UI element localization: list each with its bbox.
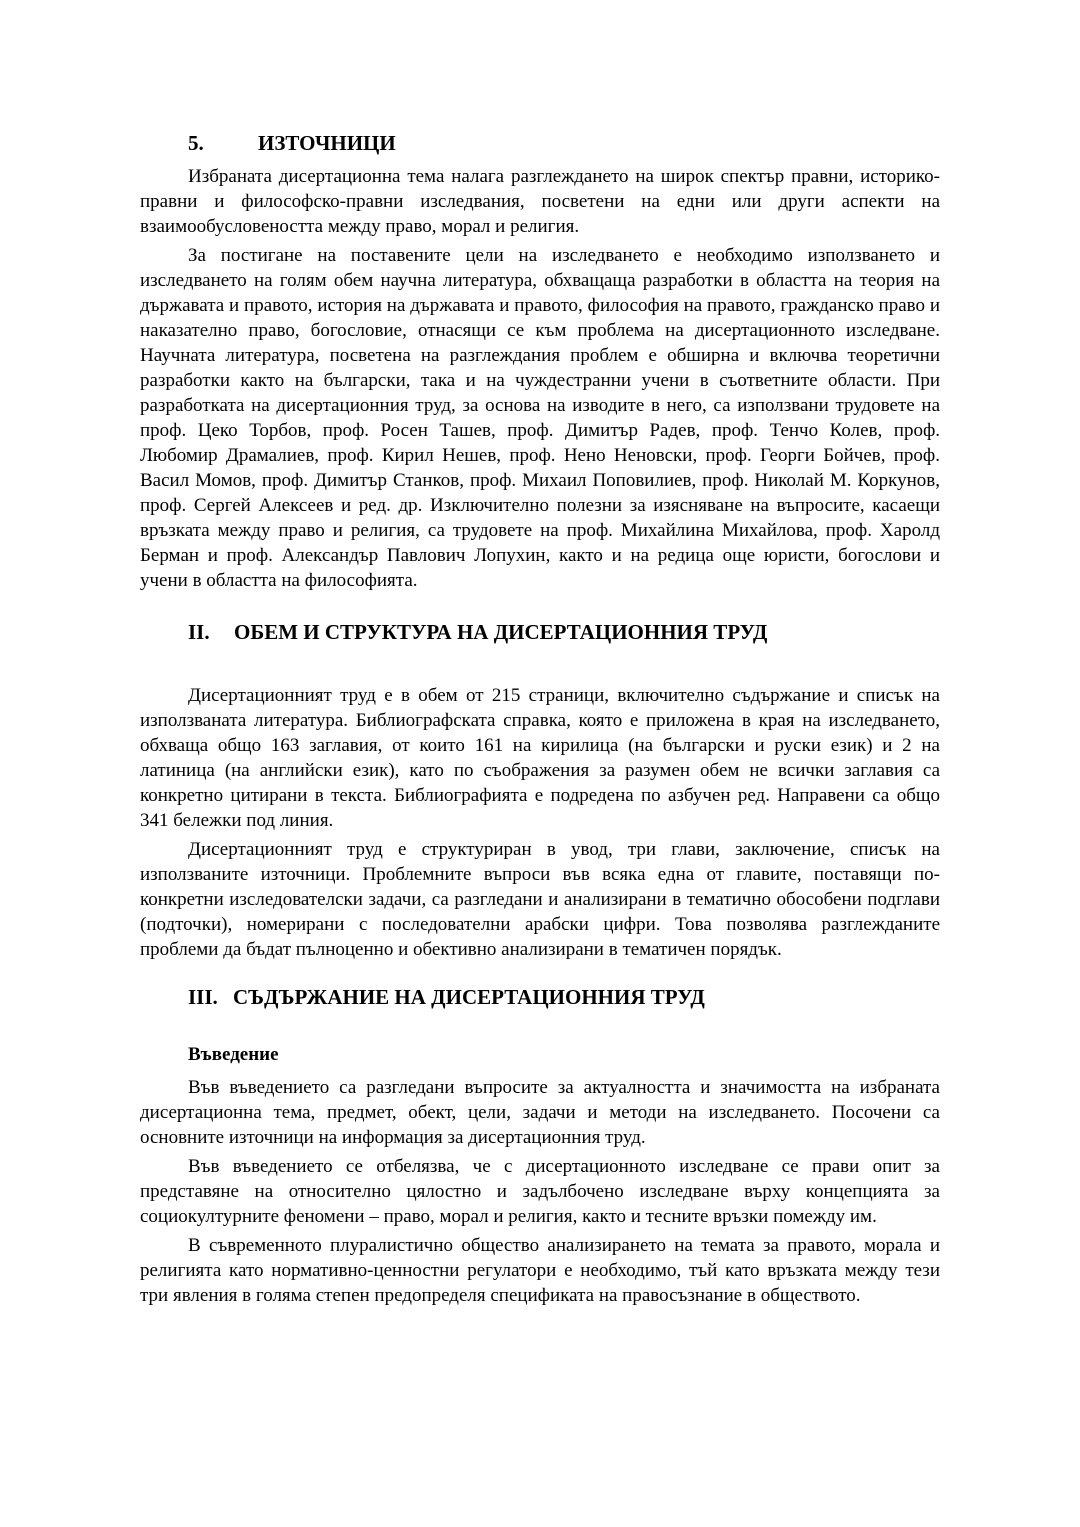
subheading-introduction: Въведение [188, 1044, 279, 1065]
paragraph-introduction-1: Във въведението са разгледани въпросите за актуалността и значимостта на избраната дисертационна тема, предмет, обект, цели, задачи и методи на изследването. Посочени са основните източници на информация за дисертационния труд. [140, 1077, 940, 1148]
section-sources [140, 130, 940, 593]
paragraph-introduction-3: В съвременното плуралистично общество анализирането на темата за правото, морала и религията като нормативно-ценностни регулатори е необходимо, тъй като връзката между тези три явления в голяма степен предопределя спецификата на правосъзнание в обществото. [140, 1235, 940, 1306]
section-contents [140, 984, 940, 1308]
paragraph-sources-2: За постигане на поставените цели на изследването е необходимо използването и изследването на голям обем научна литература, обхващаща разработки в областта на теория на държавата и правото, история на държавата и правото, философия на правото, гражданско право и наказателно право, богословие, отнасящи се към проблема на дисертационното изследване. Научната литература, посветена на разглеждания проблем е обширна и включва теоретични разработки както на български, така и на чуждестранни учени в съответните области. При разработката на дисертационния труд, за основа на изводите в него, са използвани трудовете на проф. Цеко Торбов, проф. Росен Ташев, проф. Димитър Радев, проф. Тенчо Колев, проф. Любомир Драмалиев, проф. Кирил Нешев, проф. Нено Неновски, проф. Георги Бойчев, проф. Васил Момов, проф. Димитър Станков, проф. Михаил Поповилиев, проф. Николай М. Коркунов, проф. Сергей Алексеев и ред. др. Изключително полезни за изясняване на въпросите, касаещи връзката между право и религия, са трудовете на проф. Михайлина Михайлова, проф. Харолд Берман и проф. Александър Павлович Лопухин, както и на редица още юристи, богослови и учени в областта на философията. [140, 245, 940, 591]
paragraph-volume-1: Дисертационният труд е в обем от 215 страници, включително съдържание и списък на използваната литература. Библиографската справка, която е приложена в края на изследването, обхваща общо 163 заглавия, от които 161 на кирилица (на български и руски език) и 2 на латиница (на английски език), като по съображения за разумен обем не всички заглавия са конкретно цитирани в текста. Библиографията е подредена по азбучен ред. Направени са общо 341 бележки под линия. [140, 685, 940, 831]
heading-number: 5. [188, 131, 204, 155]
paragraph-volume-2: Дисертационният труд е структуриран в увод, три глави, заключение, списък на използваните източници. Проблемните въпроси във всяка една от главите, поставящи по-конкретни изследователски задачи, са разгледани и анализирани в тематично обособени подглави (подточки), номерирани с последователни арабски цифри. Това позволява разглежданите проблеми да бъдат пълноценно и обективно анализирани в тематичен порядък. [140, 839, 940, 960]
heading-title: ИЗТОЧНИЦИ [258, 131, 396, 155]
section-volume-structure-heading [140, 619, 940, 645]
heading-number: II. [188, 620, 210, 644]
paragraph-sources-1: Избраната дисертационна тема налага разглеждането на широк спектър правни, историко-правни и философско-правни изследвания, посветени на едни или други аспекти на взаимообусловеността между право, морал и религия. [140, 166, 940, 237]
section-sources-heading [140, 130, 940, 156]
heading-number: III. [188, 985, 218, 1009]
section-volume-structure [140, 619, 940, 962]
paragraph-introduction-2: Във въведението се отбелязва, че с дисертационното изследване се прави опит за представяне на относително цялостно и задълбочено изследване върху концепцията за социокултурните феномени – право, морал и религия, както и тесните връзки помежду им. [140, 1156, 940, 1227]
heading-title: СЪДЪРЖАНИЕ НА ДИСЕРТАЦИОННИЯ ТРУД [233, 985, 705, 1009]
heading-title: ОБЕМ И СТРУКТУРА НА ДИСЕРТАЦИОННИЯ ТРУД [234, 620, 768, 644]
section-contents-heading [140, 984, 940, 1010]
